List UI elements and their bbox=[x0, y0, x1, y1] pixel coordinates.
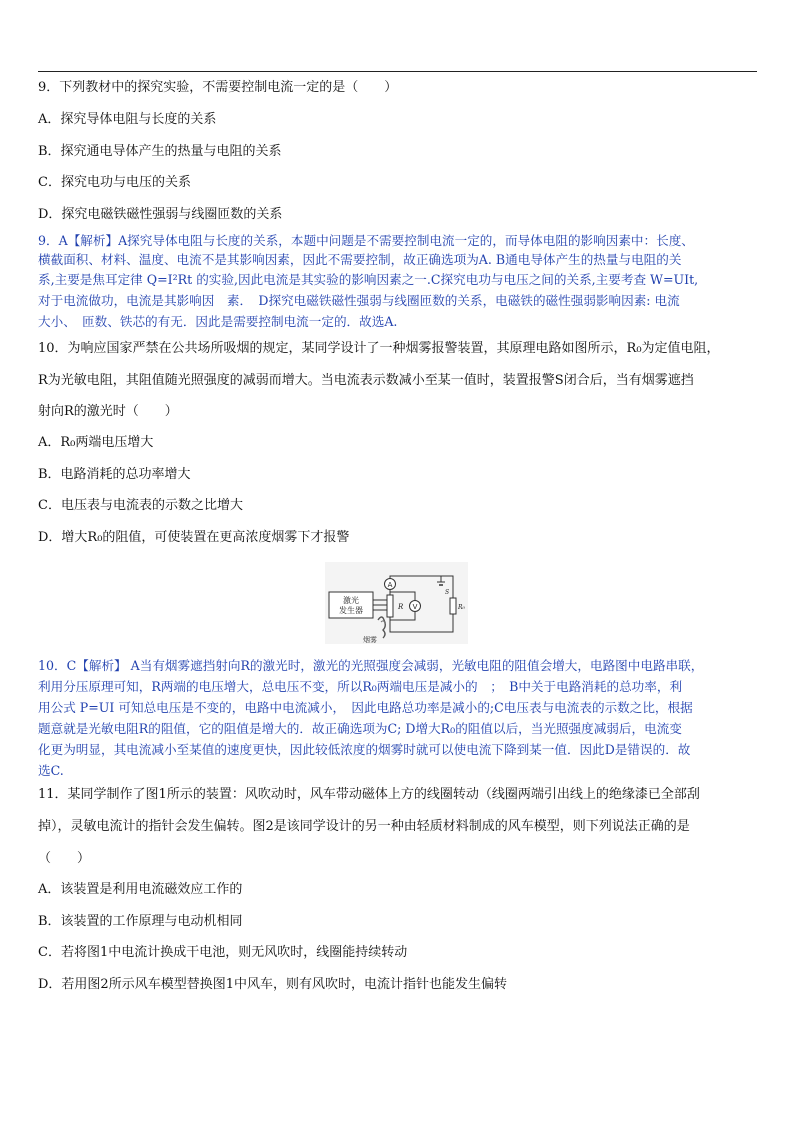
q9-answer-line: 对于电流做功，电流是其影响因 素． D探究电磁铁磁性强弱与线圈匝数的关系，电磁铁的磁性强弱影响因素: 电流 bbox=[38, 293, 680, 308]
switch-label: S bbox=[445, 589, 450, 596]
q10-stem-line: 射向R的激光时（ ） bbox=[38, 404, 178, 419]
q10-option-b: B．电路消耗的总功率增大 bbox=[38, 467, 191, 482]
q10-option-c: C．电压表与电流表的示数之比增大 bbox=[38, 498, 243, 513]
q9-answer-line: 横截面积、材料、温度、电流不是其影响因素，因此不需要控制，故正确选项为A. B通电导体产生的热量与电阻的关 bbox=[38, 252, 682, 267]
ammeter-label: A bbox=[387, 581, 393, 589]
q10-answer-line: 选C. bbox=[38, 763, 64, 778]
q9-answer-line: 大小、 匝数、铁芯的有无．因此是需要控制电流一定的．故选A. bbox=[38, 314, 398, 329]
q10-stem-line: R为光敏电阻，其阻值随光照强度的减弱而增大。当电流表示数减小至某一值时，装置报警S闭合后，当有烟雾遮挡 bbox=[38, 373, 694, 388]
q11-stem-line: 11．某同学制作了图1所示的装置：风吹动时，风车带动磁体上方的线圈转动（线圈两端引出线上的绝缘漆已全部刮 bbox=[38, 787, 700, 802]
header-rule bbox=[38, 71, 757, 72]
q10-option-a: A．R₀两端电压增大 bbox=[38, 435, 154, 450]
q10-answer-line: 题意就是光敏电阻R的阻值，它的阻值是增大的．故正确选项为C; D增大R₀的阻值以后，当光照强度减弱后，电流变 bbox=[38, 721, 682, 736]
q10-answer-line: 用公式 P=UI 可知总电压是不变的，电路中电流减小， 因此电路总功率是减小的;C电压表与电流表的示数之比，根据 bbox=[38, 700, 693, 715]
smoke-alarm-circuit-diagram bbox=[325, 562, 468, 644]
q11-option-a: A．该装置是利用电流磁效应工作的 bbox=[38, 882, 243, 897]
q10-answer-line: 化更为明显，其电流减小至某值的速度更快，因此较低浓度的烟雾时就可以使电流下降到某一值．因此D是错误的．故 bbox=[38, 742, 691, 757]
q11-stem-line: （ ） bbox=[38, 851, 91, 866]
q10-option-d: D．增大R₀的阻值，可使装置在更高浓度烟雾下才报警 bbox=[38, 530, 350, 545]
q11-option-b: B．该装置的工作原理与电动机相同 bbox=[38, 914, 243, 929]
q9-option-b: B．探究通电导体产生的热量与电阻的关系 bbox=[38, 144, 282, 159]
q9-option-d: D．探究电磁铁磁性强弱与线圈匝数的关系 bbox=[38, 207, 283, 222]
laser-label-2: 发生器 bbox=[339, 606, 363, 615]
voltmeter-label: V bbox=[412, 603, 418, 611]
laser-label-1: 激光 bbox=[343, 596, 359, 605]
q9-answer-line: 9．A【解析】A探究导体电阻与长度的关系，本题中问题是不需要控制电流一定的，而导体电阻的影响因素中：长度、 bbox=[38, 233, 694, 248]
q10-answer-line: 10．C【解析】 A当有烟雾遮挡射向R的激光时，激光的光照强度会减弱，光敏电阻的阻值会增大，电路图中电路串联， bbox=[38, 658, 704, 673]
q10-stem-line: 10．为响应国家严禁在公共场所吸烟的规定，某同学设计了一种烟雾报警装置，其原理电路如图所示，R₀为定值电阻， bbox=[38, 341, 720, 356]
smoke-label: 烟雾 bbox=[363, 636, 377, 644]
q9-answer-line: 系,主要是焦耳定律 Q=I²Rt 的实验,因此电流是其实验的影响因素之一.C探究电功与电压之间的关系,主要考查 W=UIt, bbox=[38, 272, 699, 287]
q9-option-a: A．探究导体电阻与长度的关系 bbox=[38, 112, 217, 127]
r0-label: R₀ bbox=[458, 604, 465, 611]
q9-option-c: C．探究电功与电压的关系 bbox=[38, 175, 191, 190]
q11-stem-line: 掉），灵敏电流计的指针会发生偏转。图2是该同学设计的另一种由轻质材料制成的风车模型，则下列说法正确的是 bbox=[38, 819, 690, 834]
q11-option-c: C．若将图1中电流计换成干电池，则无风吹时，线圈能持续转动 bbox=[38, 945, 408, 960]
r-label: R bbox=[398, 603, 404, 611]
q10-answer-line: 利用分压原理可知，R两端的电压增大，总电压不变，所以R₀两端电压是减小的 ； B中关于电路消耗的总功率，利 bbox=[38, 679, 683, 694]
q9-stem: 9．下列教材中的探究实验，不需要控制电流一定的是（ ） bbox=[38, 80, 398, 95]
q11-option-d: D．若用图2所示风车模型替换图1中风车，则有风吹时，电流计指针也能发生偏转 bbox=[38, 977, 507, 992]
